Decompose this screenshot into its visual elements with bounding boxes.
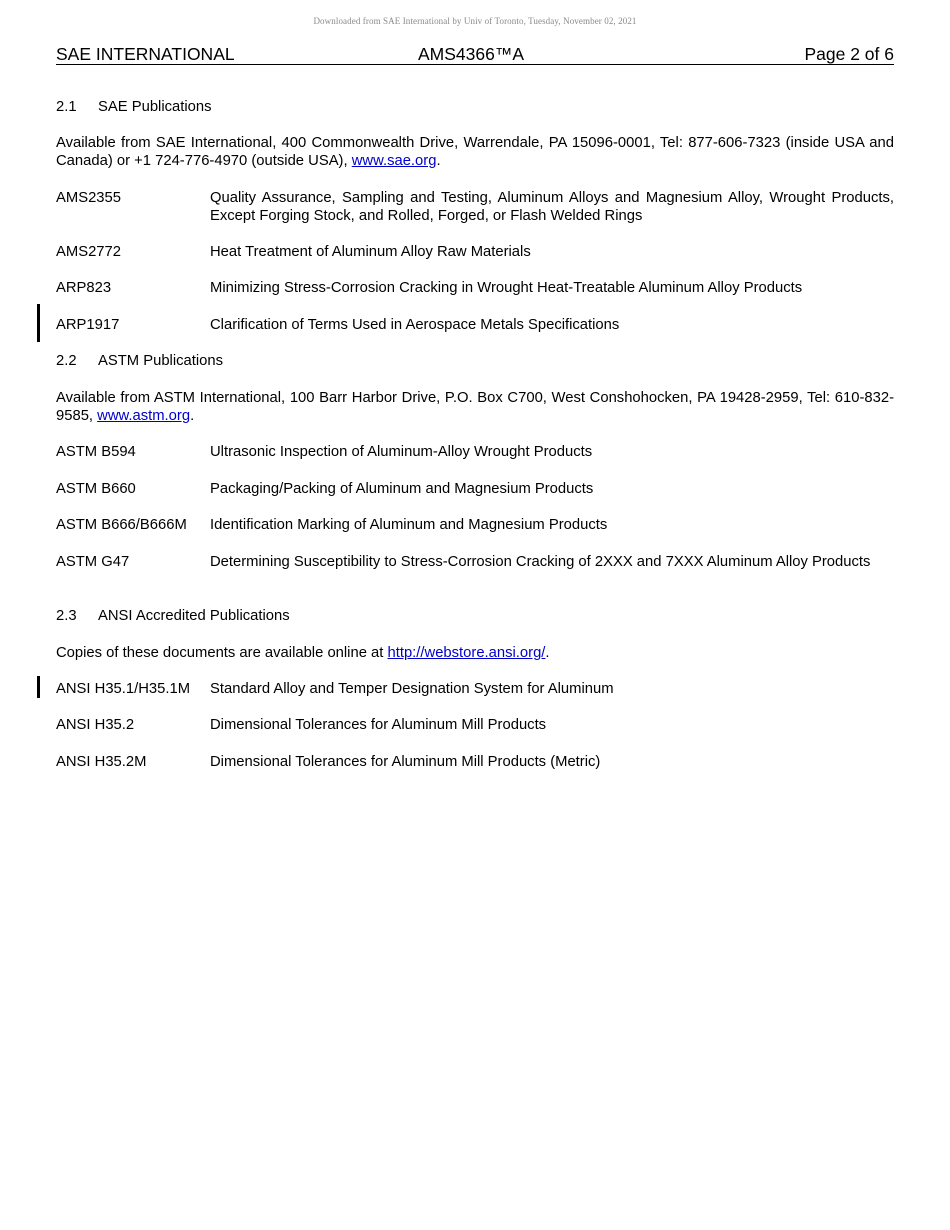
page-header <box>56 44 894 65</box>
ansi-webstore-link[interactable]: http://webstore.ansi.org/ <box>387 645 546 661</box>
change-bar <box>37 304 40 342</box>
astm-availability-paragraph <box>56 389 894 425</box>
astm-website-link[interactable]: www.astm.org <box>97 408 191 424</box>
reference-code: ASTM G47 <box>56 554 130 570</box>
reference-code: ARP823 <box>56 280 112 296</box>
reference-code: ASTM B594 <box>56 444 136 460</box>
availability-text: Available from ASTM International, 100 Barr Harbor Drive, P.O. Box C700, West Conshohocken, PA 19428-2959, Tel: 610-832-9585, <box>56 390 894 424</box>
sae-website-link[interactable]: www.sae.org <box>351 153 437 169</box>
download-watermark: Downloaded from SAE International by Univ of Toronto, Tuesday, November 02, 2021 <box>313 16 637 26</box>
reference-code: ANSI H35.2 <box>56 717 135 733</box>
reference-title: Dimensional Tolerances for Aluminum Mill Products (Metric) <box>210 754 601 770</box>
reference-title: Dimensional Tolerances for Aluminum Mill Products <box>210 717 547 733</box>
header-org: SAE INTERNATIONAL <box>56 44 235 64</box>
reference-title: Determining Susceptibility to Stress-Corrosion Cracking of 2XXX and 7XXX Aluminum Alloy Products <box>210 554 871 570</box>
reference-code: ASTM B666/B666M <box>56 517 187 533</box>
reference-title: Ultrasonic Inspection of Aluminum-Alloy Wrought Products <box>210 444 593 460</box>
reference-code: ANSI H35.2M <box>56 754 147 770</box>
punctuation: . <box>545 645 550 661</box>
reference-code: ASTM B660 <box>56 481 136 497</box>
header-doc-number: AMS4366™A <box>418 44 525 64</box>
reference-title: Heat Treatment of Aluminum Alloy Raw Materials <box>210 244 531 260</box>
reference-code: AMS2355 <box>56 190 121 206</box>
section-number: 2.1 <box>56 99 77 115</box>
ansi-availability-paragraph <box>56 644 894 662</box>
punctuation: . <box>436 153 441 169</box>
section-title: ANSI Accredited Publications <box>98 608 290 624</box>
reference-code: ARP1917 <box>56 317 120 333</box>
header-page-number: Page 2 of 6 <box>804 44 894 64</box>
reference-title: Quality Assurance, Sampling and Testing, Aluminum Alloys and Magnesium Alloy, Wrought Products, Except Forging Stock, and Rolled, Forged, or Flash Welded Rings <box>210 190 894 224</box>
section-title: SAE Publications <box>98 99 212 115</box>
sae-availability-paragraph <box>56 134 894 170</box>
availability-text: Copies of these documents are available online at <box>56 645 388 661</box>
reference-title: Identification Marking of Aluminum and Magnesium Products <box>210 517 608 533</box>
reference-title: Standard Alloy and Temper Designation System for Aluminum <box>210 681 614 697</box>
availability-text: Available from SAE International, 400 Commonwealth Drive, Warrendale, PA 15096-0001, Tel: 877-606-7323 (inside USA and Canada) or +1 724-776-4970 (outside USA), <box>56 135 894 169</box>
section-number: 2.3 <box>56 608 77 624</box>
section-heading-sae <box>56 98 212 116</box>
reference-code: AMS2772 <box>56 244 121 260</box>
change-bar <box>37 676 40 698</box>
section-heading-ansi <box>56 607 290 625</box>
punctuation: . <box>190 408 195 424</box>
reference-code: ANSI H35.1/H35.1M <box>56 681 191 697</box>
reference-title: Packaging/Packing of Aluminum and Magnesium Products <box>210 481 594 497</box>
section-title: ASTM Publications <box>98 353 224 369</box>
reference-title: Minimizing Stress-Corrosion Cracking in Wrought Heat-Treatable Aluminum Alloy Products <box>210 280 803 296</box>
section-number: 2.2 <box>56 353 77 369</box>
section-heading-astm <box>56 352 223 370</box>
reference-title: Clarification of Terms Used in Aerospace Metals Specifications <box>210 317 620 333</box>
